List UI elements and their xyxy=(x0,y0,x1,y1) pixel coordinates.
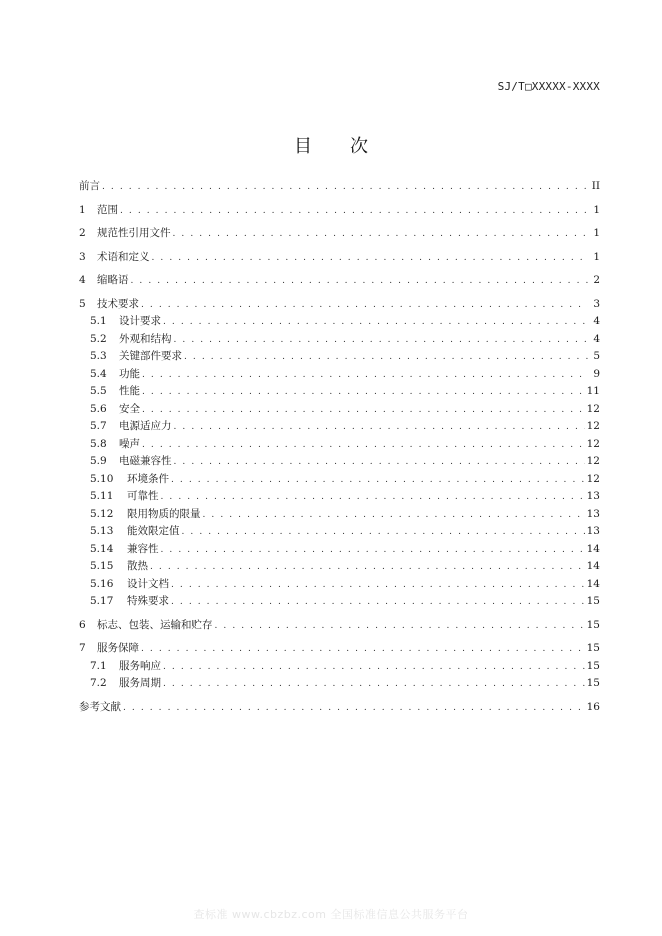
toc-entry-number: 5.10 xyxy=(90,472,114,485)
toc-entry[interactable] xyxy=(79,472,600,488)
toc-entry-label: 能效限定值 xyxy=(127,525,180,537)
toc-entry-number: 5.17 xyxy=(90,595,114,607)
toc-entry[interactable] xyxy=(79,577,600,593)
toc-entry-label: 关键部件要求 xyxy=(119,350,182,362)
toc-entry-label: 散热 xyxy=(127,560,148,572)
toc-entry-page-number: 14 xyxy=(586,577,600,590)
toc-entry[interactable] xyxy=(79,349,600,365)
toc-dot-leader xyxy=(215,619,585,634)
toc-dot-leader xyxy=(142,403,585,418)
toc-entry-number: 2 xyxy=(79,227,86,239)
toc-entry[interactable] xyxy=(79,594,600,610)
toc-dot-leader xyxy=(142,385,585,400)
toc-entry-number: 5.16 xyxy=(90,577,114,590)
toc-dot-leader xyxy=(120,204,588,219)
toc-entry-label: 安全 xyxy=(119,402,140,415)
toc-dot-leader xyxy=(150,560,585,575)
page-title: 目次 xyxy=(294,136,406,157)
toc-entry-page-number: 15 xyxy=(586,618,600,631)
toc-entry-page-number: 11 xyxy=(586,385,600,397)
toc-entry-page-number: 1 xyxy=(593,227,600,239)
toc-entry-label: 电源适应力 xyxy=(119,420,172,432)
toc-dot-leader xyxy=(171,595,585,610)
toc-entry[interactable] xyxy=(79,454,600,470)
toc-dot-leader xyxy=(102,180,588,195)
toc-entry-label: 标志、包装、运输和贮存 xyxy=(97,618,213,631)
toc-entry-label: 特殊要求 xyxy=(127,595,169,607)
toc-entry[interactable] xyxy=(79,367,600,383)
toc-entry-page-number: 16 xyxy=(586,700,600,713)
toc-dot-leader xyxy=(184,350,588,365)
toc-dot-leader xyxy=(174,455,585,470)
toc-entry-number: 5.1 xyxy=(90,315,107,327)
toc-entry-label: 电磁兼容性 xyxy=(119,455,172,467)
toc-entry[interactable] xyxy=(79,332,600,348)
toc-entry-page-number: 4 xyxy=(593,332,600,345)
toc-entry[interactable] xyxy=(79,226,600,242)
toc-entry-label: 缩略语 xyxy=(97,274,129,286)
toc-entry-label: 服务周期 xyxy=(119,677,161,689)
toc-entry-page-number: 12 xyxy=(586,455,600,467)
toc-entry[interactable] xyxy=(79,507,600,523)
toc-dot-leader xyxy=(163,315,588,330)
toc-entry-page-number: 12 xyxy=(586,402,600,415)
toc-entry-label: 技术要求 xyxy=(97,297,139,310)
toc-entry-page-number: 12 xyxy=(586,420,600,432)
toc-entry[interactable] xyxy=(79,384,600,400)
toc-entry-number: 5.14 xyxy=(90,542,114,555)
toc-entry-number: 5.11 xyxy=(90,490,114,502)
toc-entry-label: 可靠性 xyxy=(127,490,159,502)
toc-entry-page-number: 5 xyxy=(593,350,600,362)
toc-entry-number: 5.7 xyxy=(90,420,107,432)
toc-entry-page-number: 15 xyxy=(586,642,600,654)
toc-entry-label: 范围 xyxy=(97,203,118,216)
toc-dot-leader xyxy=(171,473,585,488)
toc-dot-leader xyxy=(203,508,585,523)
toc-entry-number: 5.6 xyxy=(90,402,107,415)
toc-entry[interactable] xyxy=(79,402,600,418)
toc-entry[interactable] xyxy=(79,273,600,289)
toc-entry[interactable] xyxy=(79,524,600,540)
toc-entry[interactable] xyxy=(79,641,600,657)
toc-entry-label: 服务响应 xyxy=(119,659,161,672)
toc-entry-number: 7.1 xyxy=(90,659,107,672)
toc-entry[interactable] xyxy=(79,618,600,634)
toc-entry[interactable] xyxy=(79,297,600,313)
toc-dot-leader xyxy=(123,701,585,716)
toc-entry-page-number: 12 xyxy=(586,437,600,450)
toc-entry-label: 兼容性 xyxy=(127,542,159,555)
toc-entry-number: 5.12 xyxy=(90,507,114,520)
toc-dot-leader xyxy=(141,642,585,657)
toc-dot-leader xyxy=(141,298,588,313)
toc-entry-label: 参考文献 xyxy=(79,700,121,713)
toc-entry-number: 5.4 xyxy=(90,367,107,380)
toc-entry-number: 4 xyxy=(79,274,86,286)
toc-entry-page-number: 15 xyxy=(586,659,600,672)
toc-dot-leader xyxy=(142,438,585,453)
toc-entry-page-number: 13 xyxy=(586,490,600,502)
toc-entry-label: 噪声 xyxy=(119,437,140,450)
toc-entry[interactable] xyxy=(79,437,600,453)
watermark-text: 查标准 www.cbzbz.com 全国标准信息公共服务平台 xyxy=(193,908,469,921)
toc-entry-number: 5.2 xyxy=(90,332,107,345)
toc-entry-page-number: 15 xyxy=(586,595,600,607)
toc-entry-label: 术语和定义 xyxy=(97,250,150,263)
toc-entry-number: 5.8 xyxy=(90,437,107,450)
toc-entry-page-number: 13 xyxy=(586,525,600,537)
toc-entry-page-number: 1 xyxy=(593,203,600,216)
toc-dot-leader xyxy=(163,660,585,675)
toc-dot-leader xyxy=(173,227,589,242)
toc-dot-leader xyxy=(131,274,589,289)
toc-entry[interactable] xyxy=(79,659,600,675)
document-code: SJ/T□XXXXX-XXXX xyxy=(497,80,600,93)
toc-entry-label: 设计要求 xyxy=(119,315,161,327)
toc-entry-number: 7.2 xyxy=(90,677,107,689)
toc-entry-page-number: 9 xyxy=(593,367,600,380)
toc-entry-number: 3 xyxy=(79,250,86,263)
toc-entry-label: 外观和结构 xyxy=(119,332,172,345)
toc-entry-label: 服务保障 xyxy=(97,642,139,654)
toc-entry-label: 功能 xyxy=(119,367,140,380)
toc-entry-label: 限用物质的限量 xyxy=(127,507,201,520)
toc-entry-label: 设计文档 xyxy=(127,577,169,590)
toc-entry[interactable] xyxy=(79,250,600,266)
toc-entry-label: 规范性引用文件 xyxy=(97,227,171,239)
toc-entry-number: 7 xyxy=(79,642,86,654)
toc-dot-leader xyxy=(174,420,585,435)
toc-entry-number: 5.3 xyxy=(90,350,107,362)
toc-entry-page-number: 14 xyxy=(586,560,600,572)
toc-entry-page-number: 12 xyxy=(586,472,600,485)
toc-dot-leader xyxy=(163,677,585,692)
toc-entry[interactable] xyxy=(79,419,600,435)
toc-dot-leader xyxy=(171,578,585,593)
toc-entry-number: 5.5 xyxy=(90,385,107,397)
toc-entry-page-number: 4 xyxy=(593,315,600,327)
toc-entry-number: 5 xyxy=(79,297,86,310)
toc-dot-leader xyxy=(174,333,589,348)
toc-entry-page-number: II xyxy=(591,180,600,192)
toc-entry-page-number: 1 xyxy=(593,250,600,263)
toc-dot-leader xyxy=(142,368,588,383)
toc-entry-label: 前言 xyxy=(79,180,100,192)
toc-entry[interactable] xyxy=(79,203,600,219)
toc-dot-leader xyxy=(182,525,585,540)
toc-entry-page-number: 15 xyxy=(586,677,600,689)
toc-entry-number: 5.9 xyxy=(90,455,107,467)
toc-entry[interactable] xyxy=(79,489,600,505)
toc-dot-leader xyxy=(161,543,585,558)
toc-dot-leader xyxy=(152,251,589,266)
toc-entry-label: 性能 xyxy=(119,385,140,397)
toc-entry-page-number: 2 xyxy=(593,274,600,286)
toc-dot-leader xyxy=(161,490,585,505)
toc-entry-number: 5.13 xyxy=(90,525,114,537)
toc-entry-page-number: 14 xyxy=(586,542,600,555)
toc-entry[interactable] xyxy=(79,314,600,330)
toc-entry-number: 5.15 xyxy=(90,560,114,572)
toc-entry-page-number: 13 xyxy=(586,507,600,520)
toc-entry[interactable] xyxy=(79,179,600,195)
toc-entry-page-number: 3 xyxy=(593,297,600,310)
toc-entry-label: 环境条件 xyxy=(127,472,169,485)
toc-entry[interactable] xyxy=(79,700,600,716)
table-of-contents xyxy=(79,179,600,716)
toc-entry[interactable] xyxy=(79,676,600,692)
toc-entry[interactable] xyxy=(79,542,600,558)
toc-entry-number: 6 xyxy=(79,618,86,631)
toc-entry-number: 1 xyxy=(79,203,86,216)
toc-entry[interactable] xyxy=(79,559,600,575)
